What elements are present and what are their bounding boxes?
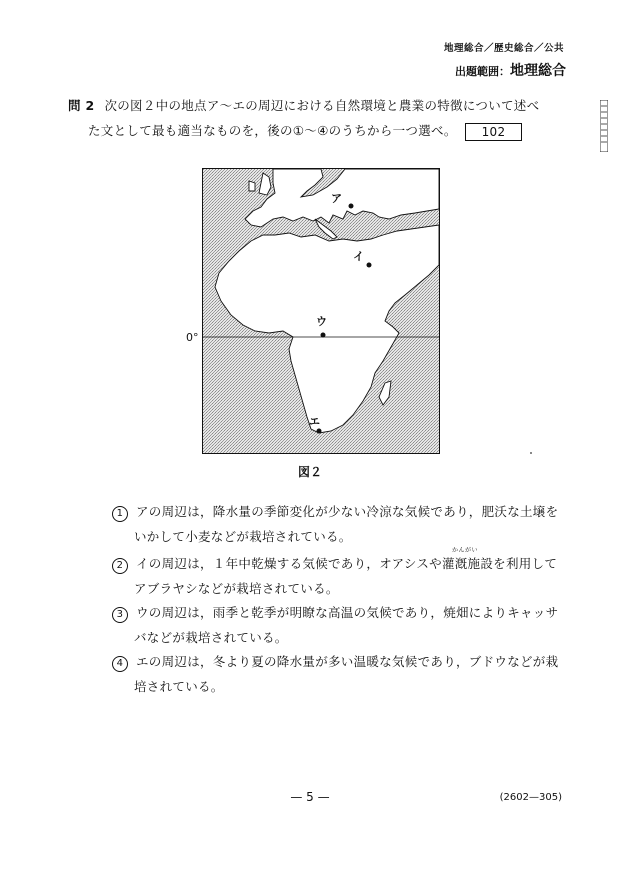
option-number: 1 — [112, 506, 128, 522]
page-number: — 5 — — [290, 790, 330, 804]
print-speck — [530, 452, 532, 454]
furigana-kangai: かんがい — [452, 547, 479, 554]
option-4[interactable] — [112, 652, 558, 672]
question-text-1: 次の図２中の地点ア～エの周辺における自然環境と農業の特徴について述べ — [104, 98, 540, 113]
answer-number-box: 102 — [465, 123, 523, 141]
option-4-continuation: 培されている。 — [134, 679, 224, 694]
option-2[interactable] — [112, 554, 557, 574]
africa-map — [202, 168, 440, 454]
option-1-text-1: アの周辺は，降水量の季節変化が少ない冷涼な気候であり，肥沃な土壌を — [136, 504, 559, 519]
question-number: 問 2 — [68, 98, 95, 113]
exam-range — [455, 60, 566, 80]
option-1[interactable] — [112, 502, 558, 522]
exam-range-value: 地理総合 — [510, 63, 566, 79]
option-4-text-1: エの周辺は，冬より夏の降水量が多い温暖な気候であり，ブドウなどが栽 — [136, 654, 559, 669]
option-3-continuation: バなどが栽培されている。 — [134, 630, 288, 645]
point-e-dot — [317, 429, 322, 434]
point-a-dot — [349, 204, 354, 209]
exam-code: (2602—305) — [499, 792, 562, 803]
africa-map-svg — [203, 169, 439, 453]
subject-list: 地理総合／歴史総合／公共 — [443, 43, 564, 54]
point-a-label: ア — [331, 192, 342, 205]
option-3-text-1: ウの周辺は，雨季と乾季が明瞭な高温の気候であり，焼畑によりキャッサ — [136, 605, 559, 620]
question-line-2 — [88, 121, 522, 141]
point-i-dot — [367, 263, 372, 268]
option-number: 4 — [112, 656, 128, 672]
question-text-2: た文として最も適当なものを，後の①～④のうちから一つ選べ。 — [88, 123, 457, 138]
point-i-label: イ — [353, 250, 364, 263]
figure-caption: 図２ — [297, 465, 322, 479]
point-u-dot — [321, 333, 326, 338]
exam-range-label: 出題範囲： — [455, 65, 510, 78]
side-barcode-mark — [600, 100, 608, 152]
option-number: 3 — [112, 607, 128, 623]
option-2-text-1: イの周辺は，１年中乾燥する気候であり，オアシスや灌漑施設を利用して — [136, 556, 558, 571]
option-3[interactable] — [112, 603, 558, 623]
option-number: 2 — [112, 558, 128, 574]
option-2-continuation: アブラヤシなどが栽培されている。 — [134, 581, 339, 596]
point-u-label: ウ — [316, 315, 327, 328]
ireland-island — [249, 181, 255, 191]
point-e-label: エ — [309, 415, 320, 428]
equator-label: 0° — [186, 331, 199, 344]
option-1-continuation: いかして小麦などが栽培されている。 — [134, 529, 352, 544]
question-line-1 — [68, 96, 539, 114]
